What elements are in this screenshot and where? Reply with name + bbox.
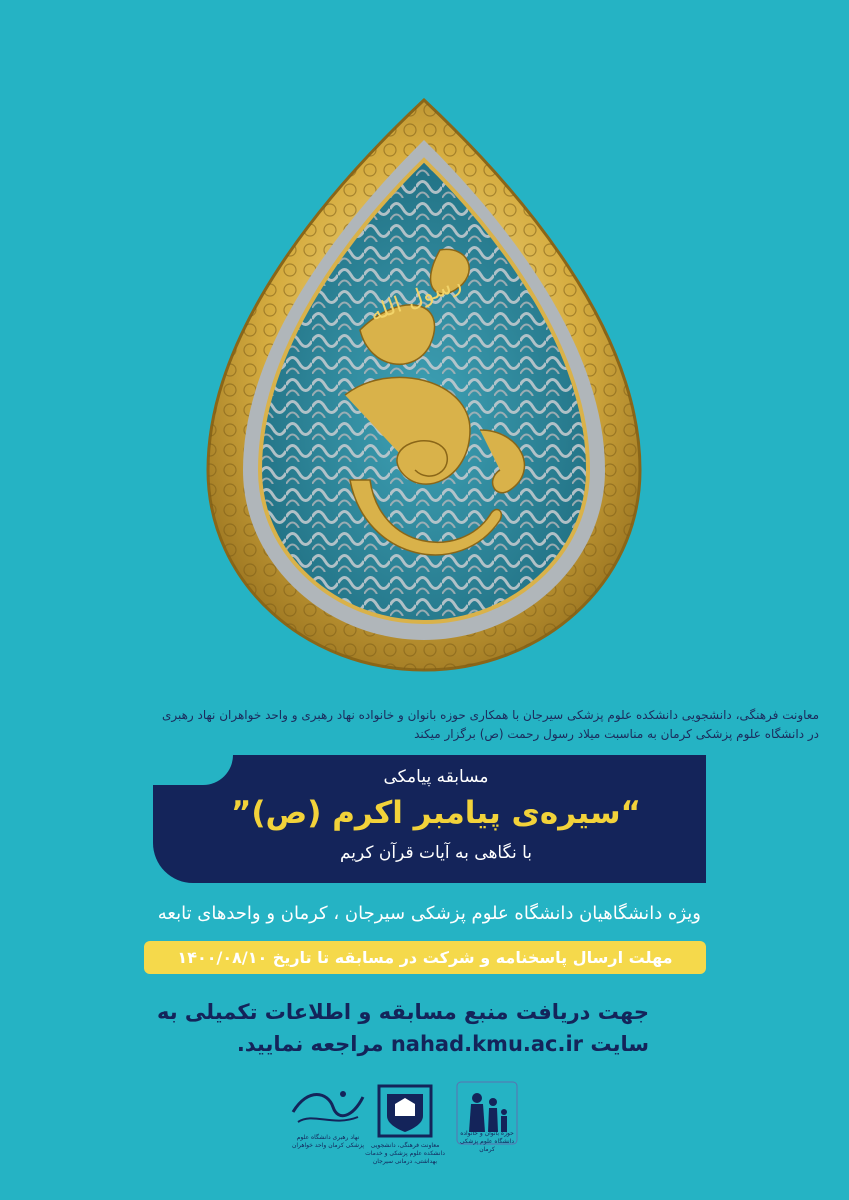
logo-women-family: [455, 1080, 519, 1153]
logo-sirjan-faculty: [365, 1082, 445, 1165]
logo-center-caption: معاونت فرهنگی، دانشجویی دانشکده علوم پزشکی و خدمات بهداشتی، درمانی سیرجان: [365, 1142, 445, 1165]
logo-right-caption: حوزه بانوان و خانواده دانشگاه علوم پزشکی کرمان: [459, 1130, 515, 1153]
info-text: [149, 996, 649, 1060]
info-line-2: سایت nahad.kmu.ac.ir مراجعه نمایید.: [236, 1032, 649, 1056]
banner-tagline: با نگاهی به آیات قرآن کریم: [339, 843, 533, 863]
intro-line-2: در دانشگاه علوم پزشکی کرمان به مناسبت میلاد رسول رحمت (ص) برگزار میکند: [414, 727, 819, 741]
title-banner: [153, 755, 706, 883]
deadline-bar: مهلت ارسال پاسخنامه و شرکت در مسابقه تا تاریخ ۱۴۰۰/۰۸/۱۰: [144, 941, 706, 974]
audience-text: ویژه دانشگاهیان دانشگاه علوم پزشکی سیرجان ، کرمان و واحدهای تابعه: [157, 903, 701, 924]
calligraphy-sub: رسول الله: [366, 270, 465, 327]
faculty-shield-icon: [375, 1082, 435, 1140]
info-line-1: جهت دریافت منبع مسابقه و اطلاعات تکمیلی به: [156, 1000, 649, 1024]
logo-left-caption: نهاد رهبری دانشگاه علوم پزشکی کرمان واحد خواهران: [291, 1134, 365, 1149]
intro-line-1: معاونت فرهنگی، دانشجویی دانشکده علوم پزشکی سیرجان با همکاری حوزه بانوان و خانواده نهاد رهبری و واحد خواهران نهاد رهبری: [161, 708, 819, 722]
logo-nahad-rahbari: [288, 1082, 368, 1149]
nahad-calligraphy-icon: [288, 1082, 368, 1132]
intro-text: [29, 706, 819, 744]
banner-title: “سیره‌ی پیامبر اکرم (ص)”: [230, 795, 642, 831]
banner-subtitle: مسابقه پیامکی: [383, 767, 489, 787]
